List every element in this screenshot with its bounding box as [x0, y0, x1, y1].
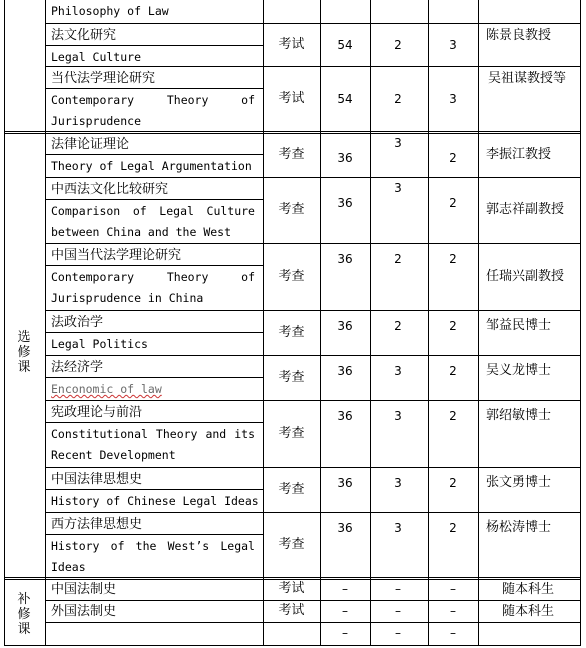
semester: –: [450, 626, 456, 640]
course-title-en: History of Chinese Legal Ideas: [51, 494, 259, 508]
class-hours: 54: [337, 38, 353, 52]
course-title-en-line1: [51, 206, 255, 218]
credits: 2: [394, 38, 402, 52]
semester: 2: [449, 151, 457, 165]
course-title-cn: 中西法文化比较研究: [51, 182, 169, 197]
assessment-method: 考试: [278, 37, 305, 52]
credits: –: [395, 582, 401, 596]
course-title-en-line2: Ideas: [51, 560, 86, 574]
course-title-en: Legal Politics: [51, 337, 148, 351]
title-word: Legal: [220, 539, 255, 553]
credits-column-rule: [370, 0, 371, 645]
semester: 2: [449, 521, 457, 535]
title-word: of: [110, 539, 125, 553]
class-hours: –: [342, 604, 348, 618]
row-rule: [45, 622, 581, 623]
title-word: the: [135, 539, 157, 553]
row-rule: [45, 400, 581, 401]
course-title-en-line2: Jurisprudence in China: [51, 291, 204, 305]
title-word: of: [241, 270, 255, 284]
title-divider: [45, 332, 263, 333]
table-border-bottom: [4, 645, 581, 646]
title-divider: [45, 45, 263, 46]
class-hours: 36: [337, 409, 353, 423]
course-title-cn: 宪政理论与前沿: [51, 405, 143, 420]
title-word: Theory: [166, 93, 209, 107]
title-divider: [45, 265, 263, 266]
course-title-en-line2: between China and the West: [51, 225, 232, 239]
title-word: of: [241, 93, 255, 107]
title-word: its: [234, 427, 255, 441]
instructor: 郭志祥副教授: [486, 202, 565, 217]
table-border-right: [580, 0, 581, 645]
title-word: Constitutional: [51, 427, 148, 441]
credits: 2: [394, 92, 402, 106]
class-hours: –: [342, 626, 348, 640]
assessment-method: 考查: [278, 426, 305, 441]
group-column-rule: [45, 0, 46, 645]
hours-column-rule: [320, 0, 321, 645]
table-border-left: [4, 0, 5, 645]
row-rule: [45, 355, 581, 356]
credits: 3: [394, 136, 402, 150]
course-title-cn: 西方法律思想史: [51, 517, 143, 532]
title-divider: [45, 154, 263, 155]
instructor: 吴义龙博士: [486, 363, 552, 378]
instructor: 随本科生: [502, 604, 555, 619]
course-title-en-line1: [51, 541, 255, 553]
credits: 2: [394, 252, 402, 266]
instructor: 杨松涛博士: [486, 520, 552, 535]
class-hours: 36: [337, 476, 353, 490]
credits: –: [395, 626, 401, 640]
course-title-cn: 法政治学: [51, 315, 104, 330]
course-title-cn: 法律论证理论: [51, 137, 130, 152]
semester: 3: [449, 38, 457, 52]
semester: 2: [449, 319, 457, 333]
assessment-method: 考查: [278, 202, 305, 217]
course-title-en: Legal Culture: [51, 50, 142, 64]
row-rule: [45, 512, 581, 513]
course-title-en: Philosophy of Law: [51, 4, 169, 18]
row-rule: [45, 600, 581, 601]
course-title-cn: 中国法律思想史: [51, 472, 143, 487]
row-rule: [45, 66, 581, 67]
class-hours: 36: [337, 319, 353, 333]
instructor: 郭绍敏博士: [486, 408, 552, 423]
title-divider: [45, 534, 263, 535]
title-word: West’s: [167, 539, 210, 553]
instructor: 任瑞兴副教授: [486, 269, 565, 284]
title-divider: [45, 377, 263, 378]
semester: 2: [449, 252, 457, 266]
instructor: 随本科生: [502, 582, 555, 597]
semester: 3: [449, 92, 457, 106]
class-hours: 36: [337, 521, 353, 535]
title-word: History: [51, 539, 100, 553]
title-word: Contemporary: [51, 93, 135, 107]
credits: 3: [394, 521, 402, 535]
course-title-cn: 外国法制史: [51, 604, 117, 619]
course-title-en: Theory of Legal Argumentation: [51, 159, 252, 173]
class-hours: 36: [337, 196, 353, 210]
credits: 3: [394, 476, 402, 490]
teacher-column-rule: [478, 0, 479, 645]
title-divider: [45, 422, 263, 423]
class-hours: 36: [337, 364, 353, 378]
row-rule: [45, 467, 581, 468]
course-title-en-line2: Recent Development: [51, 448, 176, 462]
title-word: Theory: [155, 427, 198, 441]
course-title-cn: 法经济学: [51, 360, 104, 375]
assessment-method: 考查: [278, 269, 305, 284]
assessment-method: 考查: [278, 482, 305, 497]
course-title-en-line2: Jurisprudence: [51, 114, 142, 128]
instructor: 陈景良教授: [486, 28, 552, 43]
title-word: of: [132, 204, 147, 218]
assessment-method: 考查: [278, 147, 305, 162]
section-rule: [4, 579, 581, 580]
assessment-method: 考试: [278, 603, 305, 618]
course-title-cn: 中国法制史: [51, 582, 117, 597]
course-title-cn: 中国当代法学理论研究: [51, 248, 182, 263]
assessment-method: 考查: [278, 325, 305, 340]
course-title-cn: 法文化研究: [51, 28, 117, 43]
section-rule: [4, 131, 581, 132]
semester: –: [450, 604, 456, 618]
row-rule: [45, 243, 581, 244]
credits: 2: [394, 319, 402, 333]
row-rule: [45, 23, 581, 24]
class-hours: 36: [337, 151, 353, 165]
title-divider: [45, 199, 263, 200]
class-hours: –: [342, 582, 348, 596]
semester: 2: [449, 196, 457, 210]
assess-column-rule: [263, 0, 264, 645]
assessment-method: 考试: [278, 91, 305, 106]
semester: 2: [449, 476, 457, 490]
instructor: 吴祖谋教授等: [488, 71, 567, 86]
title-word: Culture: [206, 204, 255, 218]
row-rule: [45, 310, 581, 311]
title-divider: [45, 88, 263, 89]
semester: –: [450, 582, 456, 596]
section-rule: [4, 577, 581, 578]
title-word: and: [205, 427, 227, 441]
title-word: Comparison: [51, 204, 121, 218]
credits: –: [395, 604, 401, 618]
title-word: Theory: [166, 270, 209, 284]
group-label-elective: 选修课: [17, 330, 31, 375]
semester: 2: [449, 364, 457, 378]
course-title-cn: 当代法学理论研究: [51, 71, 156, 86]
course-title-en-line1: [51, 272, 255, 284]
assessment-method: 考查: [278, 537, 305, 552]
class-hours: 36: [337, 252, 353, 266]
course-title-en-line1: [51, 429, 255, 441]
assessment-method: 考查: [278, 370, 305, 385]
assessment-method: 考试: [278, 581, 305, 596]
instructor: 李振江教授: [486, 147, 552, 162]
title-word: Legal: [159, 204, 194, 218]
section-rule: [4, 133, 581, 134]
semester: 2: [449, 409, 457, 423]
credits: 3: [394, 364, 402, 378]
group-label-supplementary: 补修课: [17, 592, 31, 637]
credits: 3: [394, 181, 402, 195]
title-word: Contemporary: [51, 270, 135, 284]
semester-column-rule: [428, 0, 429, 645]
class-hours: 54: [337, 92, 353, 106]
credits: 3: [394, 409, 402, 423]
course-title-en: Enconomic of law: [51, 382, 162, 396]
instructor: 邹益民博士: [486, 318, 552, 333]
title-divider: [45, 489, 263, 490]
course-title-en-line1: [51, 95, 255, 107]
instructor: 张文勇博士: [486, 475, 552, 490]
row-rule: [45, 177, 581, 178]
